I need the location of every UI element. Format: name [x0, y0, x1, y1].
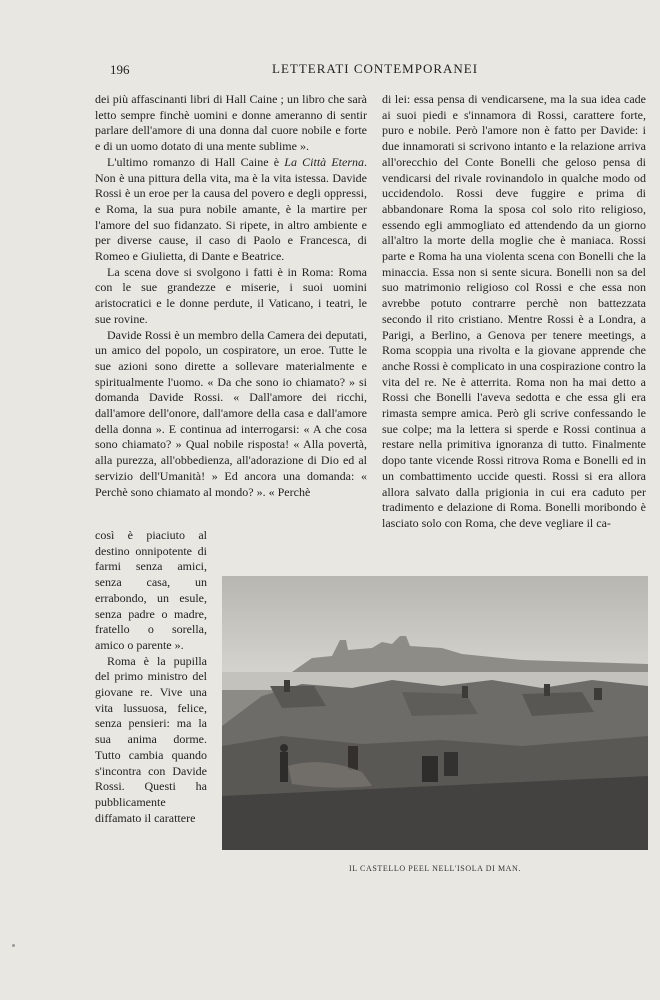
photo-caption: IL CASTELLO PEEL NELL'ISOLA DI MAN.	[348, 864, 522, 873]
page-number: 196	[110, 62, 130, 77]
paragraph: dei più affascinanti libri di Hall Caine ; un libro che sarà letto sempre finchè uomini e donne ameranno di sentir parlare dell'amore di una donna dal cuore nobile e forte e di un uomo dotato di una mente sublime ».	[95, 92, 367, 154]
right-column	[382, 92, 646, 532]
photo-illustration	[222, 576, 648, 850]
left-column-bottom	[95, 528, 207, 826]
paragraph-text: . Non è una pittura della vita, ma è la vita istessa. Davide Rossi è un eroe per la causa del povero e degli oppressi, e Roma, la sua pura nobile amante, è la martire per l'amore del suo fidanzato. Si ripete, in altro ambiente e per diverse cause, il caso di Paolo e Francesca, di Romeo e Giulietta, di Dante e Beatrice.	[95, 154, 368, 264]
paragraph: così è piaciuto al destino onnipotente di farmi senza amici, senza casa, un errabondo, un esule, senza padre o madre, fratello o sorella, amico o parente ».	[95, 528, 207, 652]
left-column-top	[95, 92, 367, 500]
castle-photograph	[222, 576, 648, 850]
book-title: La Città Eterna	[284, 154, 365, 169]
paragraph: Davide Rossi è un membro della Camera dei deputati, un amico del popolo, un cospiratore, un eroe. Tutte le sue azioni sono dirette a sollevare materialmente e spiritualmente l'uomo. « Da che sono io chiamato? » si domanda Davide Rossi. « Dall'amore dei ricchi, dall'amore dell'onore, dall'amore della casa e dall'amore della donna ». E continua ad interrogarsi: « A che cosa sono chiamato? » Qual nobile risposta! « Alla povertà, alla purezza, all'obbedienza, all'adorazione di Dio ed al servizio dell'Umanità! » Ed ancora una domanda: « Perchè sono chiamato al mondo? ». « Perchè	[95, 327, 367, 499]
paragraph-text: L'ultimo romanzo di Hall Caine è	[107, 154, 285, 169]
paragraph: di lei: essa pensa di vendicarsene, ma la sua idea cade ai suoi piedi e s'innamora di Rossi, carattere forte, puro e nobile. Però l'amore non è fatto per Davide: i due innamorati si scrivono intanto e la relazione arriva all'orecchio del Conte Bonelli che geloso pensa di vendicarsi del rivale rovinandolo in qualche modo od uccidendolo. Rossi deve fuggire e prima di abbandonare Roma la sposa col solo rito religioso, essendo egli ammogliato ed attendendo da un giorno all'altro la morte della moglie che è maniaca. Rossi parte e Roma ha una violenta scena con Bonelli che la minaccia. Essa non si sente sicura. Bonelli non sa del suo matrimonio religioso col Rossi e che essa non avrebbe potuto contrarre perchè non battezzata secondo il rito cristiano. Mentre Rossi è a Londra, a Parigi, a Berlino, a Genova per tenere meetings, a Roma scoppia una rivolta e la giovane apprende che anche Rossi è complicato in una cospirazione contro la vita del re. Ne è atterrita. Roma non ha mai detto a Rossi che Bonelli l'aveva sedotta e che essa gli era rimasta sempre amica. Però gli scrive confessando le sue colpe; ma la lettera si sperde e Rossi continua a restare nella primitiva ignoranza di tutto. Finalmente dopo tante vicende Rossi ritrova Roma e Bonelli ed in un combattimento uccide questi. Rossi si era allora allora salvato dalla prigionia in cui era caduto per tradimento e delazione di Roma. Bonelli moribondo è lasciato solo con Roma, che deve vegliare il ca-	[382, 92, 646, 530]
paper-speck	[12, 944, 15, 947]
paragraph: La scena dove si svolgono i fatti è in Roma: Roma con le sue grandezze e miserie, i suoi uomini aristocratici e le donne perdute, il Vaticano, i teatri, le sue rovine.	[95, 264, 367, 326]
paragraph	[95, 155, 367, 265]
paragraph: Roma è la pupilla del primo ministro del giovane re. Vive una vita lussuosa, felice, senza pensieri: ma la sua anima dorme. Tutto cambia quando s'incontra con Davide Rossi. Questi ha pubblicamente diffamato il carattere	[95, 653, 207, 825]
running-head: LETTERATI CONTEMPORANEI	[272, 61, 479, 76]
